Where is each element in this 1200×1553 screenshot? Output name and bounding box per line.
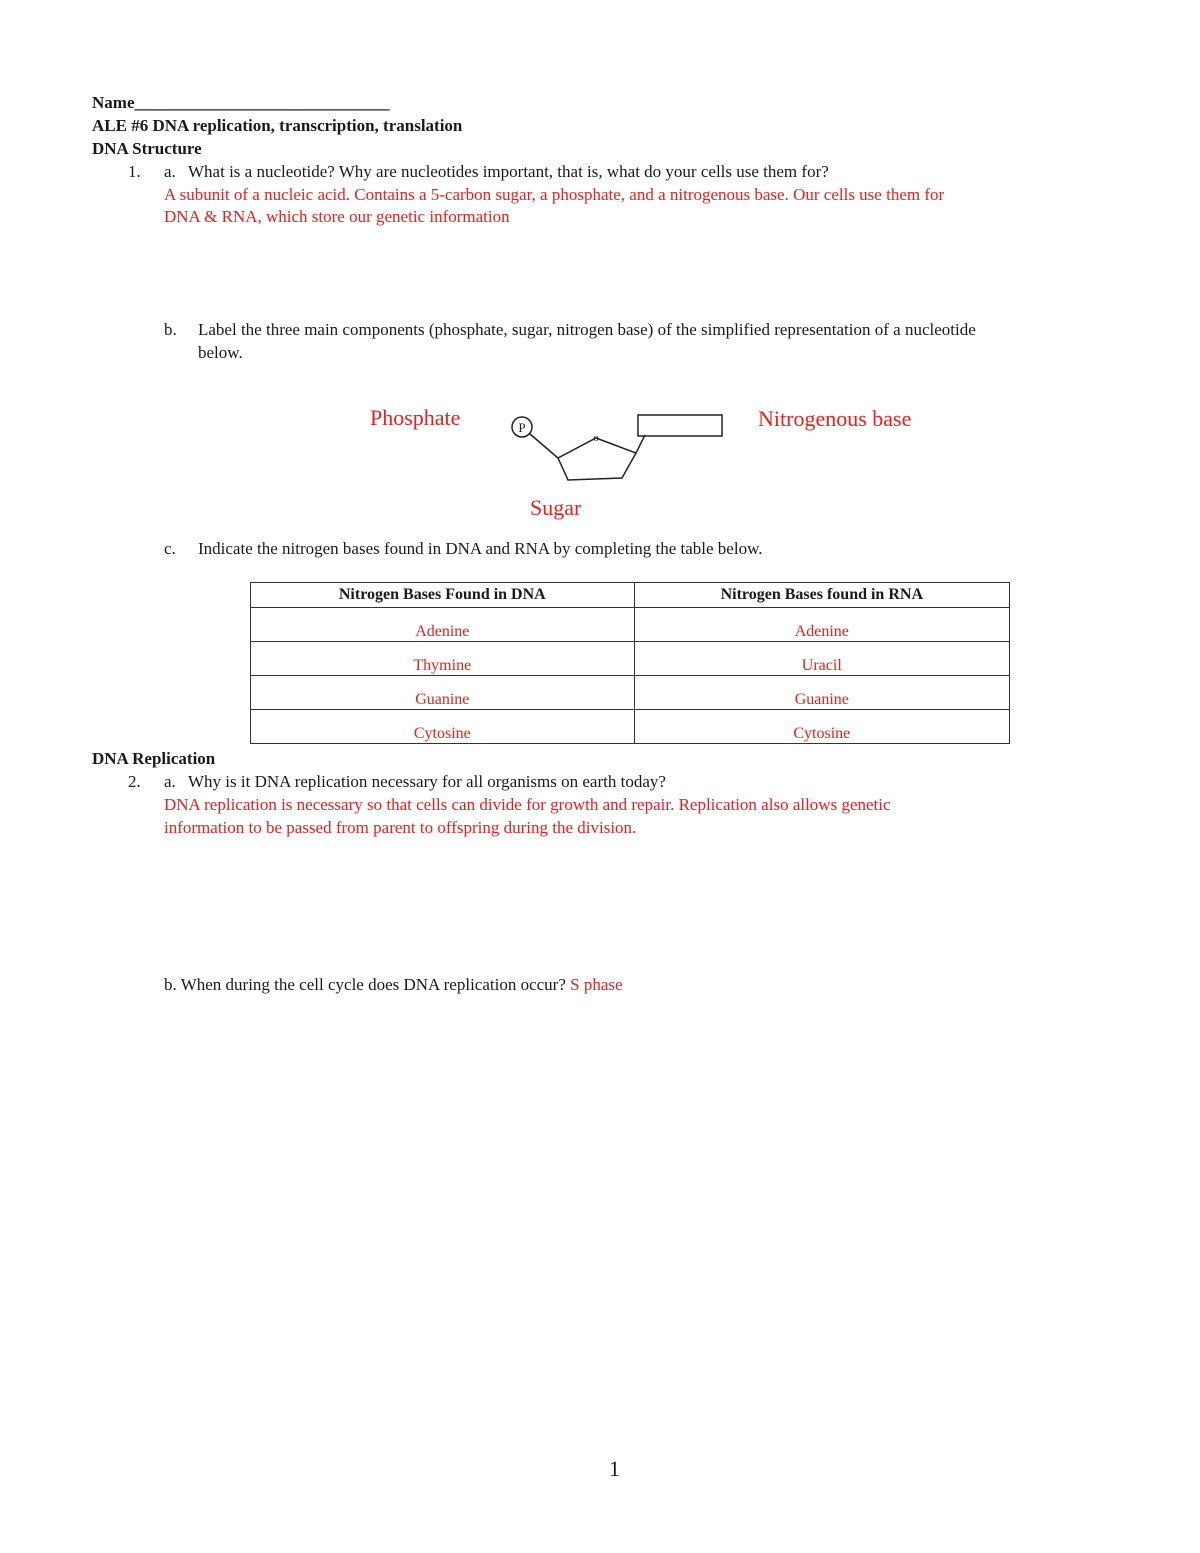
question-number-1: 1. xyxy=(128,162,141,181)
answer-2a-line1: DNA replication is necessary so that cells can divide for growth and repair. Replication also allows genetic xyxy=(164,795,891,814)
dna-base-cell: Thymine xyxy=(251,642,635,676)
question-2b xyxy=(164,974,623,996)
name-blank: ______________________________ xyxy=(134,93,390,112)
worksheet-title: ALE #6 DNA replication, transcription, translation xyxy=(92,116,463,135)
section-heading-dna-replication: DNA Replication xyxy=(92,749,216,768)
section-heading-dna-structure: DNA Structure xyxy=(92,139,202,158)
name-label: Name xyxy=(92,93,135,112)
page-number: 1 xyxy=(609,1456,620,1481)
nitrogen-bases-table xyxy=(250,582,1010,744)
table-header-row xyxy=(251,583,1010,608)
phosphate-label: Phosphate xyxy=(370,405,461,430)
table-row xyxy=(251,642,1010,676)
nitrogenous-base-box xyxy=(638,415,722,436)
answer-1a-line2: DNA & RNA, which store our genetic information xyxy=(164,207,510,226)
rna-base-cell: Uracil xyxy=(634,642,1009,676)
phosphate-sugar-bond xyxy=(530,434,558,458)
question-number-2: 2. xyxy=(128,772,141,791)
question-2a-letter: a. xyxy=(164,772,176,791)
name-field xyxy=(92,92,389,114)
rna-base-cell: Adenine xyxy=(634,608,1009,642)
answer-1a-line1: A subunit of a nucleic acid. Contains a 5-carbon sugar, a phosphate, and a nitrogenous base. Our cells use them for xyxy=(164,185,945,204)
question-1b-letter: b. xyxy=(164,320,177,339)
question-1a-text: What is a nucleotide? Why are nucleotides important, that is, what do your cells use them for? xyxy=(188,162,829,181)
question-1c-letter: c. xyxy=(164,539,176,558)
answer-2a-line2: information to be passed from parent to offspring during the division. xyxy=(164,818,637,837)
table-row xyxy=(251,676,1010,710)
answer-2b: S phase xyxy=(570,975,623,994)
question-1b-text-line2: below. xyxy=(198,343,243,362)
sugar-label: Sugar xyxy=(530,495,582,520)
question-1b-text-line1: Label the three main components (phosphate, sugar, nitrogen base) of the simplified representation of a nucleotide xyxy=(198,320,976,339)
rna-column-header: Nitrogen Bases found in RNA xyxy=(634,583,1009,608)
nitrogenous-base-label: Nitrogenous base xyxy=(758,406,912,431)
sugar-ring xyxy=(558,438,636,480)
question-1a-letter: a. xyxy=(164,162,176,181)
ring-oxygen: o xyxy=(593,432,599,444)
table-row xyxy=(251,710,1010,744)
question-2a-text: Why is it DNA replication necessary for all organisms on earth today? xyxy=(188,772,666,791)
phosphate-symbol: P xyxy=(518,420,526,435)
rna-base-cell: Guanine xyxy=(634,676,1009,710)
dna-column-header: Nitrogen Bases Found in DNA xyxy=(251,583,635,608)
table-row xyxy=(251,608,1010,642)
nucleotide-diagram xyxy=(500,400,730,490)
sugar-base-bond xyxy=(636,435,645,453)
dna-base-cell: Adenine xyxy=(251,608,635,642)
dna-base-cell: Guanine xyxy=(251,676,635,710)
question-1c-text: Indicate the nitrogen bases found in DNA and RNA by completing the table below. xyxy=(198,539,763,558)
rna-base-cell: Cytosine xyxy=(634,710,1009,744)
question-2b-text: b. When during the cell cycle does DNA replication occur? xyxy=(164,975,566,994)
dna-base-cell: Cytosine xyxy=(251,710,635,744)
